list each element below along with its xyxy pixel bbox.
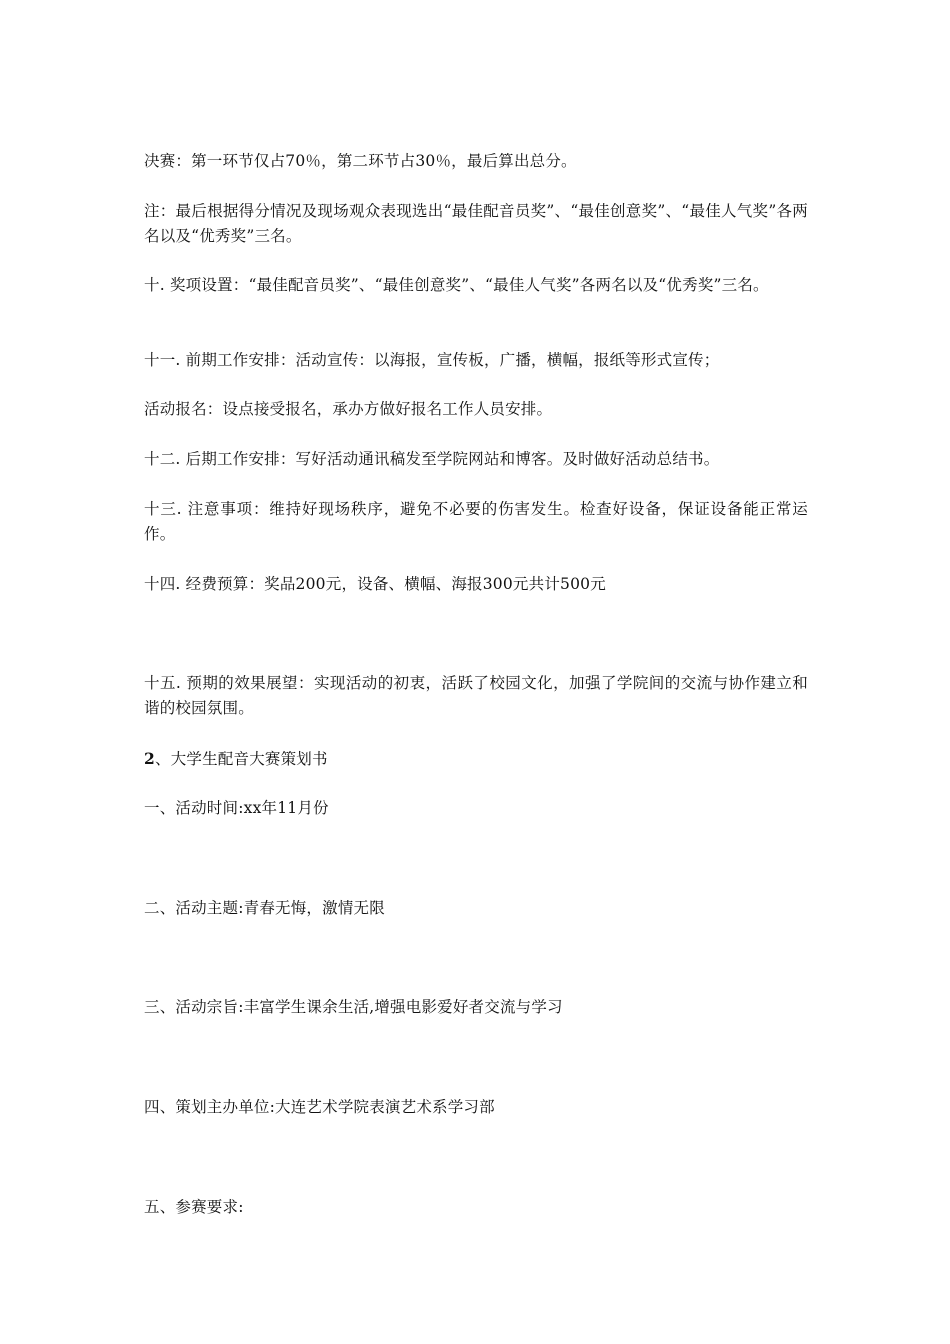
paragraph-follow-up: 十二. 后期工作安排：写好活动通讯稿发至学院网站和博客。及时做好活动总结书。 (144, 450, 720, 468)
paragraph-preparation: 十一. 前期工作安排：活动宣传：以海报，宣传板，广播，横幅，报纸等形式宣传； (144, 351, 720, 369)
section-heading (144, 746, 808, 772)
item-activity-theme: 二、活动主题:青春无悔，激情无限 (144, 899, 385, 917)
paragraph-precautions: 十三. 注意事项：维持好现场秩序，避免不必要的伤害发生。检查好设备，保证设备能正常运作。 (144, 500, 808, 543)
paragraph-registration: 活动报名：设点接受报名，承办方做好报名工作人员安排。 (144, 400, 553, 418)
paragraph-final-scoring: 决赛：第一环节仅占70％，第二环节占30％，最后算出总分。 (144, 152, 577, 170)
paragraph-budget: 十四. 经费预算：奖品200元，设备、横幅、海报300元共计500元 (144, 575, 606, 593)
item-activity-purpose: 三、活动宗旨:丰富学生课余生活,增强电影爱好者交流与学习 (144, 998, 563, 1016)
paragraph-award-note: 注：最后根据得分情况及现场观众表现选出“最佳配音员奖”、“最佳创意奖”、“最佳人气奖”各两名以及“优秀奖”三名。 (144, 202, 808, 245)
paragraph-award-setting: 十. 奖项设置：“最佳配音员奖”、“最佳创意奖”、“最佳人气奖”各两名以及“优秀奖”三名。 (144, 276, 769, 294)
item-organizer: 四、策划主办单位:大连艺术学院表演艺术系学习部 (144, 1098, 495, 1116)
section-heading-number: 2 (144, 749, 155, 768)
item-activity-time: 一、活动时间:xx年11月份 (144, 799, 329, 817)
paragraph-expected-outcome: 十五. 预期的效果展望：实现活动的初衷，活跃了校园文化，加强了学院间的交流与协作建立和谐的校园氛围。 (144, 674, 808, 717)
section-heading-text: 、大学生配音大赛策划书 (155, 750, 328, 768)
item-entry-requirements: 五、参赛要求: (144, 1198, 244, 1216)
